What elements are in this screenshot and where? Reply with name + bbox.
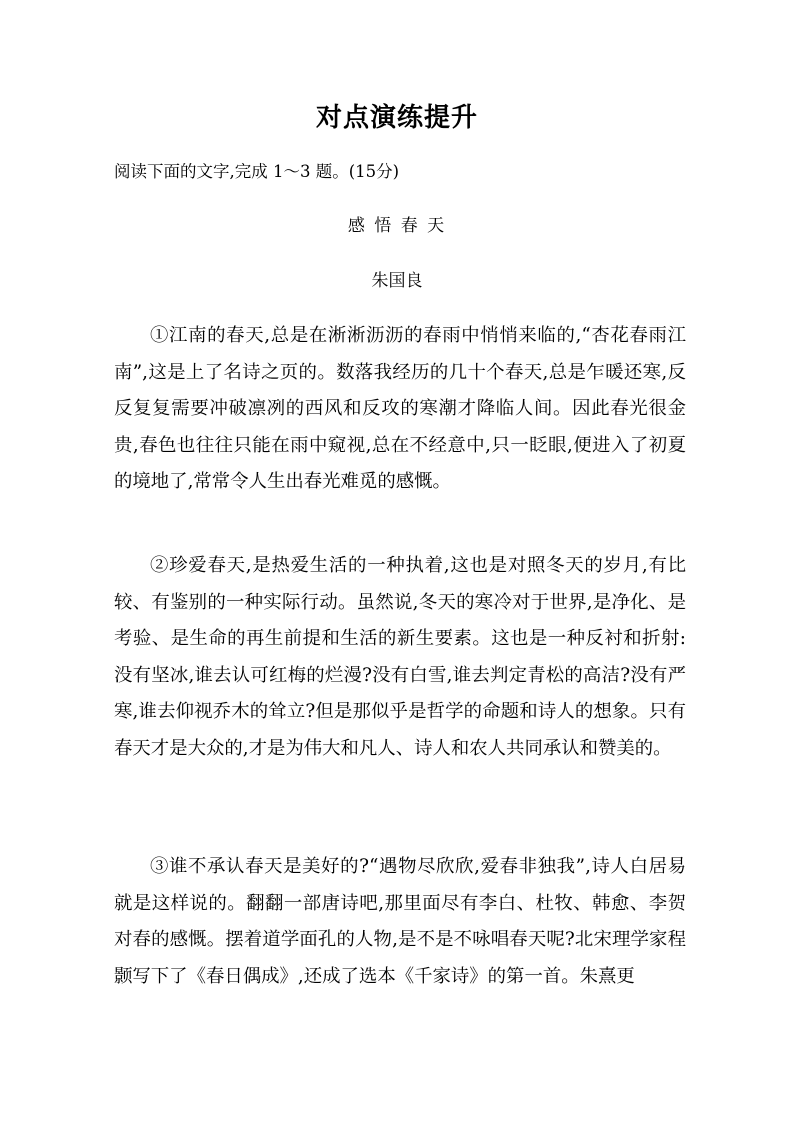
article-title: 感 悟 春 天 bbox=[347, 216, 447, 236]
paragraph-2: ②珍爱春天,是热爱生活的一种执着,这也是对照冬天的岁月,有比较、有鉴别的一种实际行动。虽然说,冬天的寒冷对于世界,是净化、是考验、是生命的再生前提和生活的新生要素。这也是一种反衬和折射:没有坚冰,谁去认可红梅的烂漫?没有白雪,谁去判定青松的高洁?没有严寒,谁去仰视乔木的耸立?但是那似乎是哲学的命题和诗人的想象。只有春天才是大众的,才是为伟大和凡人、诗人和农人共同承认和赞美的。 bbox=[114, 555, 686, 759]
paragraph-3: ③谁不承认春天是美好的?“遇物尽欣欣,爱春非独我”,诗人白居易就是这样说的。翻翻一部唐诗吧,那里面尽有李白、杜牧、韩愈、李贺对春的感慨。摆着道学面孔的人物,是不是不咏唱春天呢?北宋理学家程颢写下了《春日偶成》,还成了选本《千家诗》的第一首。朱熹更 bbox=[114, 856, 686, 987]
paragraph-1: ①江南的春天,总是在淅淅沥沥的春雨中悄悄来临的,“杏花春雨江南”,这是上了名诗之页的。数落我经历的几十个春天,总是乍暖还寒,反反复复需要冲破凛冽的西风和反攻的寒潮才降临人间。因此春光很金贵,春色也往往只能在雨中窥视,总在不经意中,只一眨眼,便进入了初夏的境地了,常常令人生出春光难觅的感慨。 bbox=[114, 325, 686, 492]
page-title: 对点演练提升 bbox=[315, 103, 478, 133]
question-instruction: 阅读下面的文字,完成 1～3 题。(15分) bbox=[114, 162, 400, 181]
article-author: 朱国良 bbox=[371, 271, 423, 291]
